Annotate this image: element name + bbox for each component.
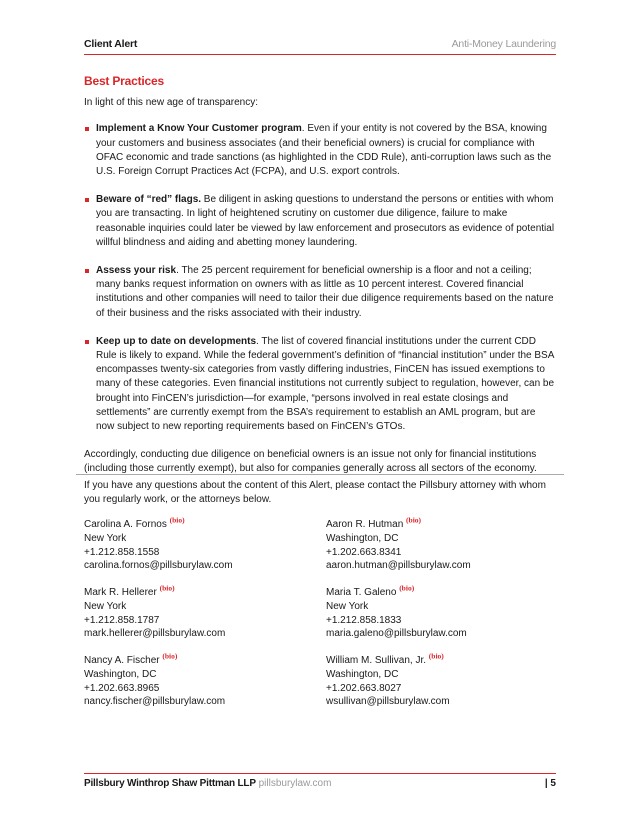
contact-name: Carolina A. Fornos [84,519,167,530]
bio-link[interactable]: (bio) [169,515,185,525]
bio-link[interactable]: (bio) [399,583,415,593]
bullet-text: . The list of covered financial institutions under the current CDD Rule is likely to expand. While the federal government’s definition of “financial institution” under the BSA encompasses twenty-six categories from vastly differing industries, FinCEN has issued exemptions to many of these categories. Even financial institutions not currently subject to regulation, however, can be brought into FinCEN’s jurisdiction—for example, “persons involved in real estate closings and settlements” are currently exempt from the BSA’s requirement to establish an AML program, but are now subject to new reporting requirements based on FinCEN’s GTOs. [96,335,555,433]
contact-phone: +1.202.663.8027 [326,682,402,694]
footer-rule [84,773,556,774]
footer-website[interactable]: pillsburylaw.com [258,778,332,789]
contact-city: Washington, DC [84,668,157,680]
bio-link[interactable]: (bio) [159,583,175,593]
best-practices-list [84,122,556,434]
header-topic: Anti-Money Laundering [451,38,556,50]
contact-phone: +1.202.663.8341 [326,546,402,558]
bio-link[interactable]: (bio) [406,515,422,525]
page-footer [84,778,556,789]
page-number: | 5 [544,778,556,789]
list-item [84,264,556,321]
contact-phone: +1.202.663.8965 [84,682,160,694]
contact-email[interactable]: carolina.fornos@pillsburylaw.com [84,560,233,572]
contact-city: New York [84,532,127,544]
contact-name: Aaron R. Hutman [326,519,404,530]
contact-email[interactable]: wsullivan@pillsburylaw.com [326,696,450,708]
contact-email[interactable]: aaron.hutman@pillsburylaw.com [326,560,471,572]
contact-name: William M. Sullivan, Jr. [326,655,427,666]
contact-name: Nancy A. Fischer [84,655,160,666]
footer-firm-name: Pillsbury Winthrop Shaw Pittman LLP [84,778,256,789]
section-title: Best Practices [84,74,164,88]
list-item [84,335,556,434]
header-rule [84,54,556,55]
contact-city: New York [84,600,127,612]
header-doc-type: Client Alert [84,38,138,50]
list-item [84,193,556,250]
contact-intro: If you have any questions about the content of this Alert, please contact the Pillsbury attorney with whom you regularly work, or the attorneys below. [84,480,546,506]
page-header [84,38,556,54]
contact-email[interactable]: nancy.fischer@pillsburylaw.com [84,696,226,708]
bullet-square-icon [85,127,89,131]
contact-card [84,515,314,573]
bullet-lead: Beware of “red” flags. [96,194,202,206]
contact-card [84,651,314,709]
contact-phone: +1.212.858.1787 [84,614,160,626]
contact-card [326,583,556,641]
bullet-square-icon [85,340,89,344]
contact-city: New York [326,600,369,612]
contact-phone: +1.212.858.1558 [84,546,160,558]
bullet-square-icon [85,198,89,202]
bullet-lead: Keep up to date on developments [96,335,257,347]
contact-city: Washington, DC [326,532,399,544]
bio-link[interactable]: (bio) [428,651,444,661]
contact-name: Maria T. Galeno [326,587,397,598]
bio-link[interactable]: (bio) [162,651,178,661]
bullet-square-icon [85,269,89,273]
contact-city: Washington, DC [326,668,399,680]
bullet-text: . The 25 percent requirement for beneficial ownership is a floor and not a ceiling; many banks request information on owners with as little as 10 percent interest. Covered financial institutions and other companies will need to tailor their due diligence requirements based on the nature of their business and the risks associated with their industry. [96,265,554,319]
bullet-text: Be diligent in asking questions to understand the persons or entities with whom you are transacting. In light of heightened scrutiny on customer due diligence, failure to make reasonable inquiries could later be viewed by law enforcement and prosecutors as evidence of potential willful blindness and aiding and abetting money laundering. [96,194,555,248]
section-divider [76,474,564,475]
conclusion-paragraph: Accordingly, conducting due diligence on beneficial owners is an issue not only for financial institutions (including those currently exempt), but also for companies generally across all sectors of the economy. [84,449,537,475]
bullet-lead: Implement a Know Your Customer program [96,123,302,135]
contact-email[interactable]: maria.galeno@pillsburylaw.com [326,628,467,640]
contact-card [326,515,556,573]
section-intro: In light of this new age of transparency: [84,97,258,109]
bullet-text: . Even if your entity is not covered by the BSA, knowing your customers and business associates (and their beneficial owners) is crucial for compliance with OFAC economic and trade sanctions (as highlighted in the CDD Rule), anti-corruption laws such as the U.S. Foreign Corrupt Practices Act (FCPA), and U.S. export controls. [96,123,552,178]
contact-card [84,583,314,641]
contact-phone: +1.212.858.1833 [326,614,402,626]
contact-name: Mark R. Hellerer [84,587,157,598]
contact-email[interactable]: mark.hellerer@pillsburylaw.com [84,628,226,640]
list-item [84,122,556,179]
bullet-lead: Assess your risk [96,265,177,277]
contact-card [326,651,556,709]
main-content [84,74,556,477]
